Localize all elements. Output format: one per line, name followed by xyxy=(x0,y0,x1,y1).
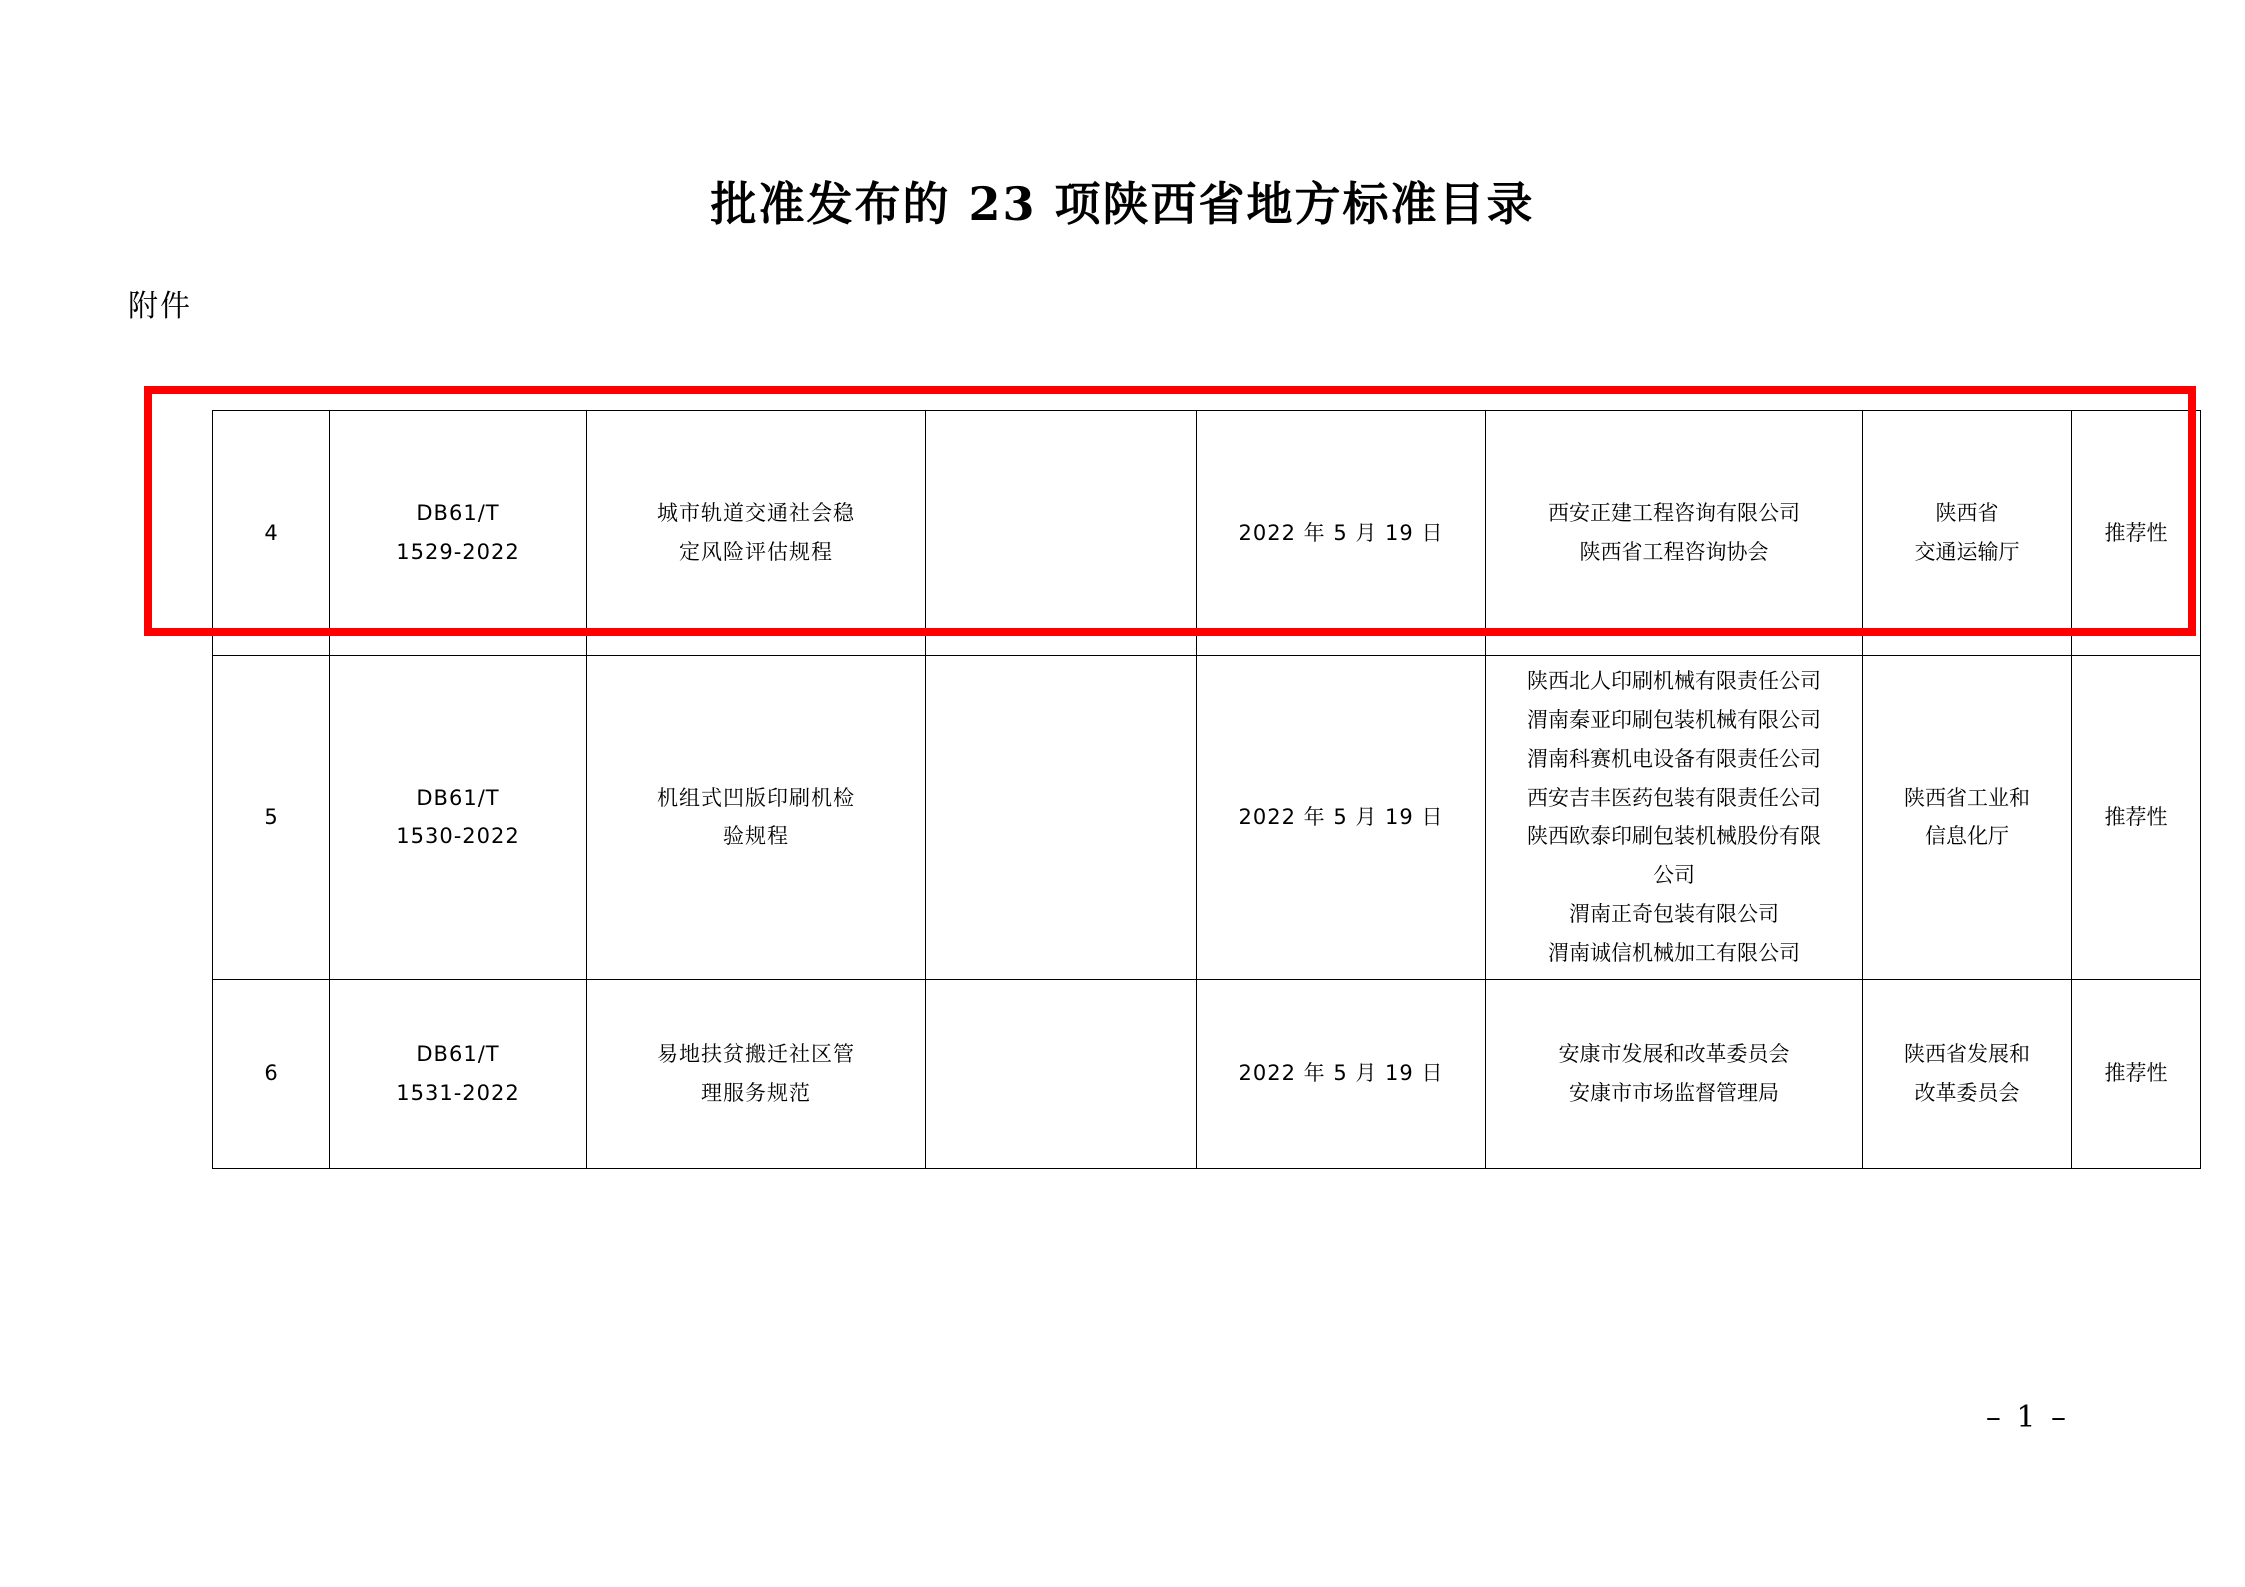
drafting-unit: 西安正建工程咨询有限公司 xyxy=(1548,501,1800,526)
table-row xyxy=(213,979,2201,1168)
standard-name-line1: 易地扶贫搬迁社区管 xyxy=(657,1041,855,1066)
cell-drafting-units xyxy=(1486,656,1863,980)
standard-name-line2: 理服务规范 xyxy=(701,1080,811,1105)
attachment-label: 附件 xyxy=(128,289,192,324)
cell-drafting-units xyxy=(1486,411,1863,656)
cell-standard-code xyxy=(330,979,587,1168)
cell-publish-date: 2022 年 5 月 19 日 xyxy=(1197,411,1486,656)
standard-name-line1: 城市轨道交通社会稳 xyxy=(657,501,855,526)
department-line: 信息化厅 xyxy=(1925,824,2009,849)
cell-standard-type: 推荐性 xyxy=(2072,411,2201,656)
cell-competent-department xyxy=(1863,656,2072,980)
cell-standard-name xyxy=(587,656,926,980)
drafting-unit: 渭南诚信机械加工有限公司 xyxy=(1548,940,1800,965)
drafting-unit: 安康市市场监督管理局 xyxy=(1569,1080,1779,1105)
drafting-unit: 陕西省工程咨询协会 xyxy=(1579,540,1769,564)
cell-standard-name xyxy=(587,411,926,656)
cell-competent-department xyxy=(1863,979,2072,1168)
cell-blank xyxy=(926,656,1197,980)
drafting-unit: 西安吉丰医药包装有限责任公司 xyxy=(1527,785,1821,810)
table-row xyxy=(213,411,2201,656)
standard-code-line1: DB61/T xyxy=(416,1041,500,1066)
cell-standard-code xyxy=(330,656,587,980)
drafting-unit: 渭南科赛机电设备有限责任公司 xyxy=(1527,746,1821,771)
cell-drafting-units xyxy=(1486,979,1863,1168)
drafting-unit: 安康市发展和改革委员会 xyxy=(1558,1041,1790,1066)
standard-name-line2: 定风险评估规程 xyxy=(679,540,833,564)
cell-serial-number: 6 xyxy=(213,979,330,1168)
standard-name-line2: 验规程 xyxy=(723,824,789,849)
standard-code-line2: 1531-2022 xyxy=(396,1080,520,1105)
department-line: 交通运输厅 xyxy=(1914,540,2020,564)
standard-code-line2: 1529-2022 xyxy=(396,540,520,564)
standard-name-line1: 机组式凹版印刷机检 xyxy=(657,785,855,810)
cell-standard-type: 推荐性 xyxy=(2072,979,2201,1168)
department-line: 陕西省工业和 xyxy=(1904,785,2030,810)
cell-publish-date: 2022 年 5 月 19 日 xyxy=(1197,979,1486,1168)
standards-table-container xyxy=(212,410,2168,1169)
department-line: 改革委员会 xyxy=(1914,1080,2020,1105)
standard-code-line1: DB61/T xyxy=(416,785,500,810)
cell-serial-number: 5 xyxy=(213,656,330,980)
cell-serial-number: 4 xyxy=(213,411,330,656)
drafting-unit: 陕西北人印刷机械有限责任公司 xyxy=(1527,669,1821,693)
drafting-unit: 公司 xyxy=(1653,863,1695,888)
table-row xyxy=(213,656,2201,980)
standard-code-line1: DB61/T xyxy=(416,501,500,526)
department-line: 陕西省发展和 xyxy=(1904,1041,2030,1066)
drafting-unit: 渭南秦亚印刷包装机械有限公司 xyxy=(1527,707,1821,732)
cell-publish-date: 2022 年 5 月 19 日 xyxy=(1197,656,1486,980)
cell-standard-code xyxy=(330,411,587,656)
cell-blank xyxy=(926,979,1197,1168)
cell-competent-department xyxy=(1863,411,2072,656)
department-line: 陕西省 xyxy=(1935,501,1999,526)
standard-code-line2: 1530-2022 xyxy=(396,824,520,849)
cell-standard-type: 推荐性 xyxy=(2072,656,2201,980)
page-title: 批准发布的 23 项陕西省地方标准目录 xyxy=(710,177,1535,231)
cell-standard-name xyxy=(587,979,926,1168)
drafting-unit: 渭南正奇包装有限公司 xyxy=(1569,902,1779,927)
cell-blank xyxy=(926,411,1197,656)
drafting-unit: 陕西欧泰印刷包装机械股份有限 xyxy=(1527,824,1821,849)
page-number: – 1 – xyxy=(1985,1400,2069,1435)
standards-table xyxy=(212,410,2201,1169)
